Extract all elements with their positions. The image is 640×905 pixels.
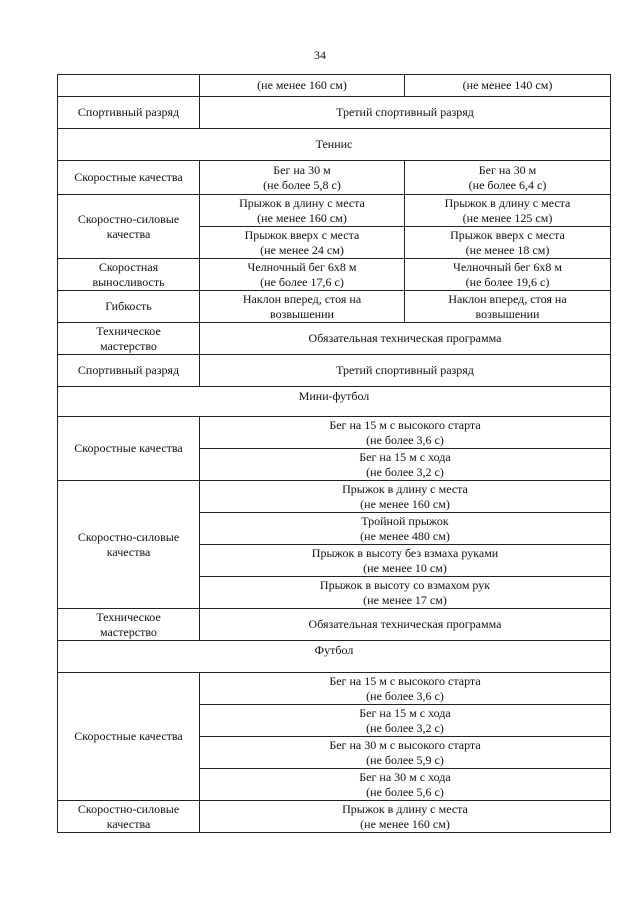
table-row [58,609,611,641]
cell-text-line: (не менее 18 см) [465,242,550,257]
cell-text-line: Прыжок в длину с места [444,195,571,210]
cell-text-line: Прыжок вверх с места [450,227,565,242]
table-row [58,259,611,291]
table-cell [200,481,611,513]
cell-text-line: (не более 6,4 с) [468,177,547,192]
section-title: Мини-футбол [58,387,611,417]
table-cell [405,195,611,227]
cell-text-line: (не менее 10 см) [363,560,447,575]
cell-text-line: Бег на 15 м с высокого старта [329,417,481,432]
cell-text-line: (не менее 160 см) [257,78,347,92]
cell-text-line: Прыжок в высоту со взмахом рук [319,577,491,592]
table-cell [200,705,611,737]
table-row [58,417,611,449]
cell-text-line: Скоростные качества [74,441,183,455]
cell-text-line: Обязательная техническая программа [308,617,502,631]
cell-text-line: мастерство [100,338,157,353]
cell-text-line: Прыжок в длину с места [239,195,365,210]
cell-text-line: возвышении [475,306,540,321]
section-header-row [58,387,611,417]
table-cell [405,161,611,195]
table-cell [200,75,405,97]
cell-text-line: Спортивный разряд [77,105,180,119]
table-cell [200,449,611,481]
row-label [58,161,200,195]
cell-text-line: Бег на 30 м [273,162,331,177]
table-cell [200,673,611,705]
cell-text-line: (не более 3,2 с) [366,464,444,479]
row-label [58,259,200,291]
table-cell [200,323,611,355]
cell-text-line: (не более 3,6 с) [366,688,444,703]
table-cell [200,609,611,641]
cell-text-line: Бег на 15 м с хода [359,705,451,720]
cell-text-line: Наклон вперед, стоя на [448,291,567,306]
row-label [58,801,200,833]
cell-text-line: Обязательная техническая программа [308,331,502,345]
table-row [58,355,611,387]
table-cell [200,513,611,545]
table-cell [200,259,405,291]
table-row [58,323,611,355]
table-cell [200,355,611,387]
cell-text-line: Прыжок в длину с места [342,801,468,816]
section-header-row [58,129,611,161]
cell-text-line: (не более 3,2 с) [366,720,444,735]
cell-text-line: Бег на 15 м с высокого старта [329,673,481,688]
cell-text-line: Бег на 30 м с высокого старта [329,737,481,752]
cell-text-line: Прыжок вверх с места [244,227,360,242]
table-row [58,161,611,195]
cell-text-line: Скоростные качества [74,729,183,743]
cell-text-line: возвышении [270,306,334,321]
table-row [58,801,611,833]
cell-text-line: Челночный бег 6х8 м [247,259,357,274]
table-cell [200,417,611,449]
row-label [58,195,200,259]
row-label [58,97,200,129]
cell-text-line: Наклон вперед, стоя на [242,291,362,306]
row-label [58,355,200,387]
cell-text-line: Бег на 30 м [478,162,537,177]
cell-text-line: Техническое [96,609,161,624]
cell-text-line: выносливость [92,274,165,289]
cell-text-line: (не более 5,6 с) [366,784,444,799]
cell-text-line: Спортивный разряд [77,363,180,377]
table-row [58,195,611,227]
cell-text-line: качества [106,816,151,831]
cell-text-line: качества [106,226,151,241]
row-label [58,417,200,481]
cell-text-line: (не более 19,6 с) [465,274,550,289]
cell-text-line: Третий спортивный разряд [336,363,474,377]
row-label [58,673,200,801]
cell-text-line: (не менее 17 см) [363,592,447,607]
cell-text-line: (не более 17,6 с) [260,274,344,289]
cell-text-line: (не менее 160 см) [257,210,347,225]
cell-text-line: Челночный бег 6х8 м [453,259,562,274]
section-title: Теннис [58,129,611,161]
table-cell [200,769,611,801]
cell-text-line: (не более 5,8 с) [263,177,341,192]
table-cell [200,291,405,323]
row-label [58,481,200,609]
table-cell [405,259,611,291]
cell-text-line: (не менее 140 см) [462,78,553,92]
table-cell [200,545,611,577]
cell-text-line: Прыжок в длину с места [342,481,468,496]
cell-text-line: (не менее 160 см) [360,816,450,831]
table-row [58,291,611,323]
table-cell [200,577,611,609]
row-label [58,291,200,323]
table-cell [200,161,405,195]
section-title: Футбол [58,641,611,673]
table-cell [200,195,405,227]
cell-text-line: Тройной прыжок [361,513,449,528]
cell-text-line: Скоростная [98,259,159,274]
norms-table [57,74,611,833]
table-row [58,481,611,513]
table-cell [200,737,611,769]
table-row [58,97,611,129]
cell-text-line: Гибкость [105,299,152,313]
cell-text-line: Третий спортивный разряд [336,105,474,119]
table-cell [200,227,405,259]
row-label [58,323,200,355]
cell-text-line: (не менее 480 см) [360,528,450,543]
cell-text-line: (не более 3,6 с) [366,432,444,447]
table-row [58,673,611,705]
cell-text-line: (не менее 125 см) [462,210,553,225]
cell-text-line: (не менее 24 см) [260,242,344,257]
table-cell [405,291,611,323]
cell-text-line: Скоростные качества [74,170,183,184]
cell-text-line: качества [106,544,151,559]
page-number: 34 [314,48,326,62]
table-cell [200,97,611,129]
table-cell [405,75,611,97]
table-cell [58,75,200,97]
cell-text-line: Бег на 30 м с хода [359,769,451,784]
cell-text-line: Скоростно-силовые [77,801,180,816]
cell-text-line: Бег на 15 м с хода [359,449,451,464]
cell-text-line: (не менее 160 см) [360,496,450,511]
section-header-row [58,641,611,673]
cell-text-line: мастерство [100,624,157,639]
cell-text-line: Техническое [96,323,161,338]
table-row [58,75,611,97]
cell-text-line: Скоростно-силовые [77,529,180,544]
cell-text-line: Прыжок в высоту без взмаха руками [311,545,499,560]
cell-text-line: Скоростно-силовые [77,211,180,226]
table-cell [405,227,611,259]
row-label [58,609,200,641]
cell-text-line: (не более 5,9 с) [366,752,444,767]
table-cell [200,801,611,833]
